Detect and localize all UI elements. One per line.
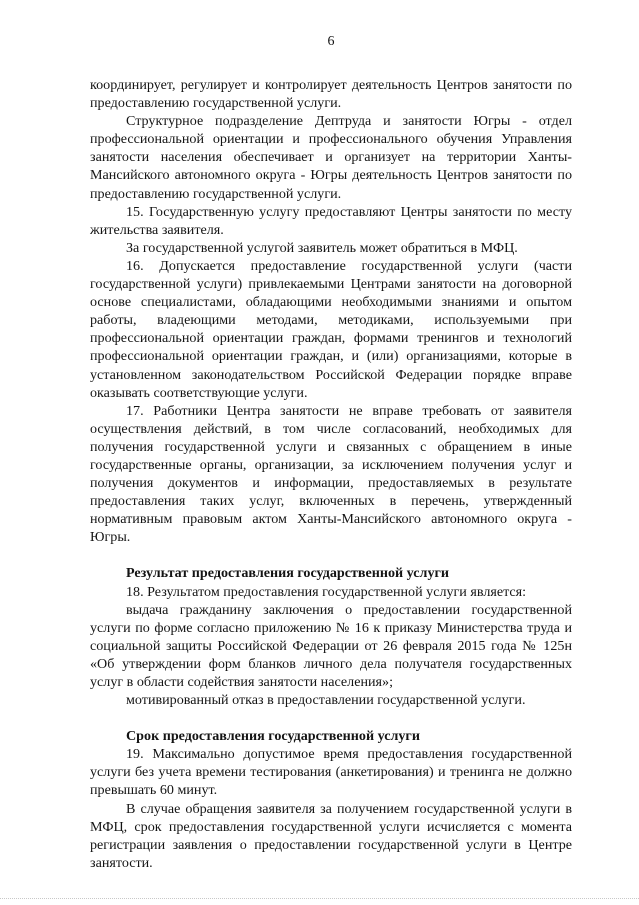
paragraph-mfc: За государственной услугой заявитель может обратиться в МФЦ. bbox=[126, 239, 518, 256]
section-heading-result: Результат предоставления государственной услуги bbox=[126, 565, 450, 582]
section-spacer bbox=[90, 709, 572, 727]
paragraph-continuation: координирует, регулирует и контролирует деятельность Центров занятости по предоставлению государственной услуги. bbox=[90, 77, 572, 112]
page-number: 6 bbox=[327, 34, 335, 49]
section-spacer bbox=[90, 546, 572, 564]
section-heading-term: Срок предоставления государственной услуги bbox=[126, 728, 420, 745]
paragraph-17: 17. Работники Центра занятости не вправе требовать от заявителя осуществления действий, в том числе согласований, необходимых для получения государственной услуги и связанных с обращением в иные государственные органы, организации, за исключением получения услуг и получения документов и информации, предоставляемых в результате предоставления таких услуг, включенных в перечень, утвержденный нормативным правовым актом Ханты-Мансийского автономного округа - Югры. bbox=[90, 402, 572, 546]
paragraph-18-issuance: выдача гражданину заключения о предоставлении государственной услуги по форме согласно приложению № 16 к приказу Министерства труда и социальной защиты Российской Федерации от 26 февраля 2015 года № 125н «Об утверждении форм бланков личного дела получателя государственных услуг в области содействия занятости населения»; bbox=[90, 601, 572, 690]
paragraph-15: 15. Государственную услугу предоставляют Центры занятости по месту жительства заявителя. bbox=[90, 203, 572, 238]
paragraph-18-refusal: мотивированный отказ в предоставлении государственной услуги. bbox=[126, 692, 526, 709]
document-body bbox=[90, 76, 572, 872]
paragraph-19-mfc: В случае обращения заявителя за получением государственной услуги в МФЦ, срок предоставления государственной услуги исчисляется с момента регистрации заявления о предоставлении государственной услуги в Центре занятости. bbox=[90, 800, 572, 871]
paragraph-19: 19. Максимально допустимое время предоставления государственной услуги без учета времени тестирования (анкетирования) и тренинга не должно превышать 60 минут. bbox=[90, 746, 572, 799]
page-bottom-edge bbox=[0, 898, 639, 899]
paragraph-16: 16. Допускается предоставление государственной услуги (части государственной услуги) привлекаемыми Центрами занятости на договорной основе специалистами, обладающими необходимыми знаниями и опытом работы, владеющими методами, методиками, используемыми при профессиональной ориентации граждан, формами тренингов и технологий профессиональной ориентации граждан, и (или) организациями, которые в установленном законодательством Российской Федерации порядке вправе оказывать соответствующие услуги. bbox=[90, 257, 572, 401]
paragraph-structural-unit: Структурное подразделение Дептруда и занятости Югры - отдел профессиональной ориентации и профессионального обучения Управления занятости населения обеспечивает и организует на территории Ханты-Мансийского автономного округа - Югры деятельность Центров занятости по предоставлению государственной услуги. bbox=[90, 113, 572, 202]
paragraph-18: 18. Результатом предоставления государственной услуги является: bbox=[126, 583, 527, 600]
